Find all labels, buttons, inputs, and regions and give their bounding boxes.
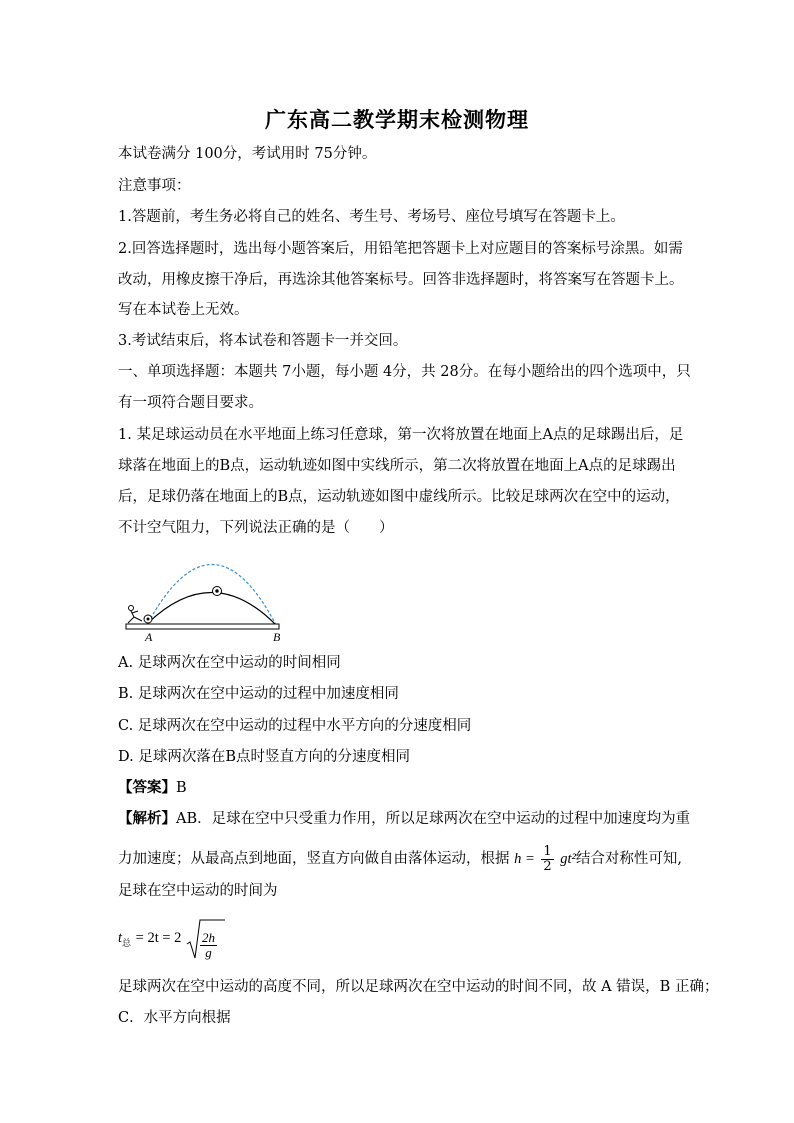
exam-info: 本试卷满分 100分，考试用时 75分钟。 [118, 146, 377, 162]
formula-t-fraction [200, 931, 217, 960]
answer-line [118, 778, 187, 798]
ball-icon-start [144, 615, 152, 623]
note-1: 1.答题前，考生务必将自己的姓名、考生号、考场号、座位号填写在答题卡上。 [118, 209, 625, 225]
option-c: C. 足球两次在空中运动的过程中水平方向的分速度相同 [118, 718, 472, 734]
option-b: B. 足球两次在空中运动的过程中加速度相同 [118, 686, 399, 702]
formula-t-sub: 总 [122, 938, 132, 949]
option-d: D. 足球两次落在B点时竖直方向的分速度相同 [118, 749, 410, 765]
trajectory-figure [118, 545, 293, 645]
option-a: A. 足球两次在空中运动的时间相同 [118, 655, 341, 671]
dashed-trajectory [148, 564, 276, 625]
note-2: 2.回答选择题时，选出每小题答案后，用铅笔把答题卡上对应题目的答案标号涂黑。如需 [118, 241, 683, 257]
note-2-end: 写在本试卷上无效。 [118, 302, 249, 318]
analysis-line-3: 足球在空中运动的时间为 [118, 883, 278, 899]
question-stem-1: 1. 某足球运动员在水平地面上练习任意球，第一次将放置在地面上A点的足球踢出后，足 [118, 427, 684, 443]
section-heading: 一、单项选择题：本题共 7小题，每小题 4分，共 28分。在每小题给出的四个选项中，只 [118, 364, 691, 380]
formula-h-fraction [541, 845, 553, 874]
analysis-label: 【解析】 [118, 810, 176, 827]
analysis-text-2-post: 结合对称性可知, [575, 851, 683, 867]
solid-trajectory [148, 592, 276, 625]
analysis-text-1: AB．足球在空中只受重力作用，所以足球两次在空中运动的过程中加速度均为重 [176, 811, 691, 827]
question-stem-4: 不计空气阻力，下列说法正确的是（ ） [118, 520, 394, 536]
analysis-line-4: 足球两次在空中运动的高度不同，所以足球两次在空中运动的时间不同，故 A 错误，B 正确； [118, 979, 719, 995]
player-icon [128, 606, 142, 624]
formula-t-num: 2h [202, 929, 216, 945]
formula-h-lhs: h = [514, 851, 535, 867]
formula-h-num: 1 [543, 843, 552, 859]
note-3: 3.考试结束后，将本试卷和答题卡一并交回。 [118, 333, 408, 349]
formula-t-den: g [205, 944, 212, 960]
analysis-line-5: C．水平方向根据 [118, 1010, 231, 1026]
label-a: A [145, 630, 153, 644]
answer-label: 【答案】 [118, 779, 176, 796]
sqrt-group [186, 918, 219, 958]
section-heading-cont: 有一项符合题目要求。 [118, 395, 263, 411]
answer-value: B [176, 780, 187, 796]
ball-icon-apex [213, 587, 222, 596]
formula-h-den: 2 [543, 858, 552, 874]
analysis-line-1 [118, 809, 690, 829]
page-title: 广东高二教学期末检测物理 [265, 107, 529, 132]
analysis-line-2 [118, 842, 682, 876]
formula-t-lhs: t [118, 930, 123, 946]
formula-t-mid: = 2t = 2 [135, 930, 182, 946]
question-stem-2: 球落在地面上的B点，运动轨迹如图中实线所示，第二次将放置在地面上A点的足球踢出 [118, 458, 676, 474]
ground [126, 624, 279, 629]
formula-time [118, 913, 219, 963]
question-stem-3: 后，足球仍落在地面上的B点，运动轨迹如图中虚线所示。比较足球两次在空中的运动， [118, 489, 680, 505]
formula-h-rhs: gt² [560, 851, 576, 867]
notice-heading: 注意事项： [118, 178, 191, 194]
label-b: B [273, 630, 281, 644]
note-2-cont: 改动，用橡皮擦干净后，再选涂其他答案标号。回答非选择题时，将答案写在答题卡上。 [118, 272, 684, 288]
analysis-text-2: 力加速度；从最高点到地面，竖直方向做自由落体运动，根据 [118, 851, 510, 867]
